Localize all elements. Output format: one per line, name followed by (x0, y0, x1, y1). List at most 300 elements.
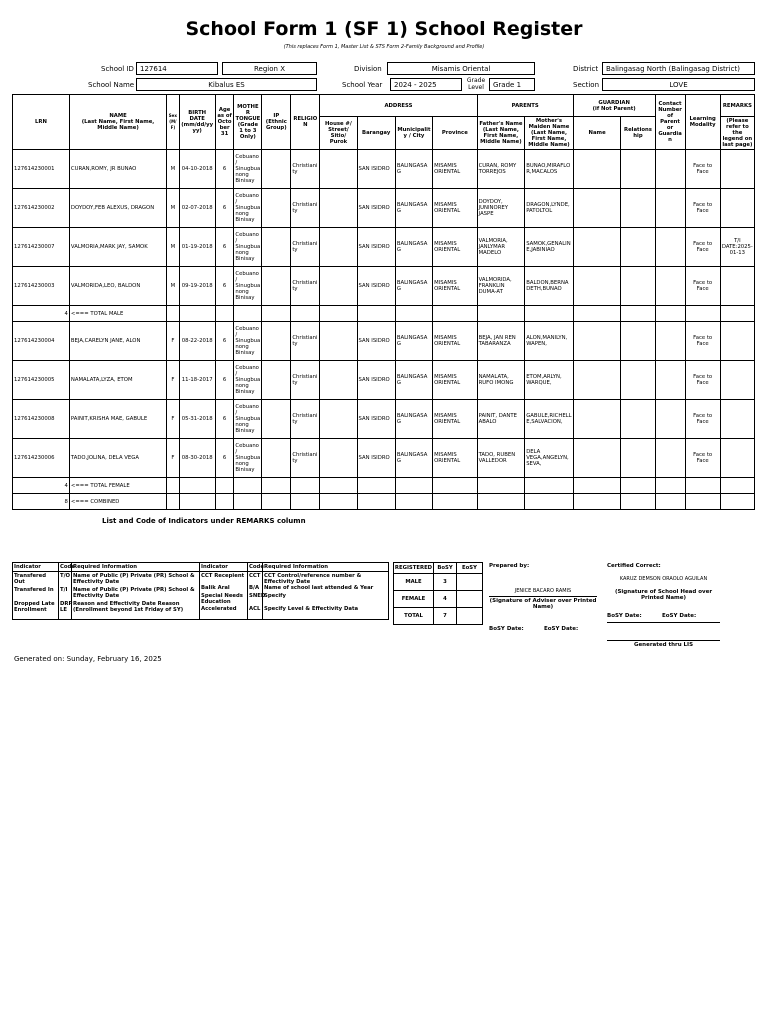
head-eosy-date: EoSY Date: (662, 613, 697, 619)
empty-cell (357, 478, 395, 494)
cell-sex: M (167, 228, 179, 267)
cell-ip (262, 361, 291, 400)
table-row (13, 400, 755, 439)
head-date-line (607, 622, 720, 623)
cell-remarks: T/I DATE:2025-01-13 (720, 228, 754, 267)
cell-age: 6 (215, 189, 234, 228)
stats-male-eosy (457, 574, 483, 591)
cell-relationship (621, 322, 655, 361)
cell-relationship (621, 228, 655, 267)
cell-age: 6 (215, 322, 234, 361)
cell-contact (655, 150, 685, 189)
stats-male-label: MALE (394, 574, 434, 591)
cell-municipality: BALINGASAG (395, 150, 432, 189)
cell-ip (262, 439, 291, 478)
cell-age: 6 (215, 361, 234, 400)
empty-cell (685, 478, 720, 494)
cell-remarks (720, 361, 754, 400)
cell-guardian-name (573, 189, 621, 228)
cell-lrn: 127614230006 (13, 439, 70, 478)
cell-province: MISAMIS ORIENTAL (433, 228, 478, 267)
cell-name: DOYDOY,FEB ALEXUS, DRAGON (69, 189, 166, 228)
total-female-row (13, 478, 755, 494)
section-label: Section (573, 81, 600, 89)
col-age: Age as of October 31 (215, 95, 234, 150)
cell-mother-tongue: Cebuano / Sinugbuanong Binisay (234, 150, 262, 189)
col-ip: IP (Ethnic Group) (262, 95, 291, 150)
cell-municipality: BALINGASAG (395, 361, 432, 400)
empty-cell (291, 478, 320, 494)
cell-name: BEJA,CARELYN JANE, ALON (69, 322, 166, 361)
cell-father: DOYDOY, JUNINOREY JASPE (477, 189, 525, 228)
cell-contact (655, 361, 685, 400)
total-male-row (13, 306, 755, 322)
empty-cell (262, 494, 291, 510)
empty-cell (573, 494, 621, 510)
cell-relationship (621, 361, 655, 400)
cell-guardian-name (573, 361, 621, 400)
cell-province: MISAMIS ORIENTAL (433, 361, 478, 400)
col-guardian-name: Name (573, 117, 621, 150)
table-row (13, 361, 755, 400)
cell-barangay: SAN ISIDRO (357, 322, 395, 361)
cell-mother-tongue: Cebuano / Sinugbuanong Binisay (234, 189, 262, 228)
empty-cell (179, 306, 215, 322)
empty-cell (477, 306, 525, 322)
cell-ip (262, 400, 291, 439)
legend-code-header: Code (60, 564, 75, 570)
cell-barangay: SAN ISIDRO (357, 439, 395, 478)
cell-house (320, 150, 357, 189)
cell-lrn: 127614230005 (13, 361, 70, 400)
cell-mother-tongue: Cebuano / Sinugbuanong Binisay (234, 228, 262, 267)
cell-province: MISAMIS ORIENTAL (433, 150, 478, 189)
col-house: House #/ Street/ Sitio/ Purok (320, 117, 357, 150)
cell-learning-modality: Face to Face (685, 189, 720, 228)
cell-sex: F (167, 400, 179, 439)
grade-level-label: Grade Level (466, 77, 486, 91)
empty-cell (685, 306, 720, 322)
cell-house (320, 228, 357, 267)
cell-mother-tongue: Cebuano / Sinugbuanong Binisay (234, 439, 262, 478)
cell-father: CURAN, ROMY TORREJOS (477, 150, 525, 189)
cell-father: TADO, RUBEN VALLEDOR (477, 439, 525, 478)
cell-remarks (720, 267, 754, 306)
school-head-caption: (Signature of School Head over Printed Name) (614, 589, 713, 601)
cell-father: NAMALATA, RUFO IMONG (477, 361, 525, 400)
empty-cell (262, 478, 291, 494)
cell-name: NAMALATA,LYZA, ETOM (69, 361, 166, 400)
legend-right-codes: CCT B/A SNED ACL (248, 572, 263, 620)
empty-cell (167, 478, 179, 494)
cell-remarks (720, 322, 754, 361)
cell-province: MISAMIS ORIENTAL (433, 267, 478, 306)
cell-mother-tongue: Cebuano / Sinugbuanong Binisay (234, 267, 262, 306)
cell-name: VALMORIA,MARK JAY, SAMOK (69, 228, 166, 267)
legend-indicator-header: Indicator (13, 563, 59, 572)
cell-municipality: BALINGASAG (395, 322, 432, 361)
empty-cell (179, 494, 215, 510)
empty-cell (395, 306, 432, 322)
stats-male-bosy: 3 (434, 574, 457, 591)
cell-birth-date: 08-30-2018 (179, 439, 215, 478)
cell-mother-tongue: Cebuano / Sinugbuanong Binisay (234, 400, 262, 439)
cell-sex: M (167, 150, 179, 189)
cell-remarks (720, 400, 754, 439)
total-male-row-count: 4 (13, 306, 70, 322)
empty-cell (320, 494, 357, 510)
cell-province: MISAMIS ORIENTAL (433, 322, 478, 361)
empty-cell (215, 478, 234, 494)
cell-age: 6 (215, 150, 234, 189)
cell-religion: Christianity (291, 400, 320, 439)
stats-total-bosy: 7 (434, 608, 457, 625)
cell-age: 6 (215, 267, 234, 306)
cell-learning-modality: Face to Face (685, 361, 720, 400)
cell-contact (655, 400, 685, 439)
legend-required-header: Required Information (72, 563, 200, 572)
cell-barangay: SAN ISIDRO (357, 267, 395, 306)
col-religion: RELIGION (291, 95, 320, 150)
cell-guardian-name (573, 439, 621, 478)
cell-guardian-name (573, 400, 621, 439)
cell-guardian-name (573, 322, 621, 361)
col-parents: PARENTS (477, 95, 573, 117)
total-female-row-label: <=== TOTAL FEMALE (69, 478, 166, 494)
legend-right-indicators: CCT Recepient Balik Aral Special Needs Education Accelerated (200, 572, 248, 620)
legend-caption: List and Code of Indicators under REMARKS column (102, 517, 306, 525)
empty-cell (167, 306, 179, 322)
empty-cell (573, 478, 621, 494)
school-id-label: School ID (101, 65, 134, 73)
cell-lrn: 127614230007 (13, 228, 70, 267)
cell-lrn: 127614230003 (13, 267, 70, 306)
generated-on: Generated on: Sunday, February 16, 2025 (14, 655, 162, 663)
cell-religion: Christianity (291, 267, 320, 306)
school-name-field: Kibalus ES (136, 78, 317, 91)
empty-cell (320, 306, 357, 322)
cell-mother: DELA VEGA,ANGELYN,SEVA, (525, 439, 574, 478)
cell-house (320, 439, 357, 478)
cell-learning-modality: Face to Face (685, 439, 720, 478)
cell-house (320, 361, 357, 400)
empty-cell (477, 478, 525, 494)
cell-father: PAINIT, DANTE ABALO (477, 400, 525, 439)
cell-lrn: 127614230001 (13, 150, 70, 189)
empty-cell (477, 494, 525, 510)
cell-sex: F (167, 361, 179, 400)
cell-relationship (621, 150, 655, 189)
table-row (13, 267, 755, 306)
empty-cell (215, 494, 234, 510)
adviser-name: JENICE BACARO RAMIS (514, 588, 572, 594)
empty-cell (395, 478, 432, 494)
cell-mother: BALDON,BERNADETH,BUNAO (525, 267, 574, 306)
combined-row-label: <=== COMBINED (69, 494, 166, 510)
empty-cell (433, 494, 478, 510)
cell-birth-date: 01-19-2018 (179, 228, 215, 267)
empty-cell (621, 494, 655, 510)
cell-religion: Christianity (291, 361, 320, 400)
table-row (13, 150, 755, 189)
division-field: Misamis Oriental (387, 62, 535, 75)
cell-mother: BUNAO,MIRAFLOR,MACALOS (525, 150, 574, 189)
table-row (13, 228, 755, 267)
combined-row-count: 8 (13, 494, 70, 510)
empty-cell (573, 306, 621, 322)
cell-mother: ALON,MANILYN,WAPEN, (525, 322, 574, 361)
cell-contact (655, 439, 685, 478)
col-relationship: Relationship (621, 117, 655, 150)
empty-cell (320, 478, 357, 494)
empty-cell (234, 306, 262, 322)
empty-cell (720, 494, 754, 510)
cell-learning-modality: Face to Face (685, 322, 720, 361)
col-mother: Mother's Maiden Name (Last Name, First Name, Middle Name) (525, 117, 574, 150)
school-year-label: School Year (342, 81, 383, 89)
cell-learning-modality: Face to Face (685, 400, 720, 439)
cell-father: VALMORIDA, FRANKLIN DUMA-AT (477, 267, 525, 306)
empty-cell (655, 494, 685, 510)
division-label: Division (354, 65, 382, 73)
cell-remarks (720, 439, 754, 478)
cell-province: MISAMIS ORIENTAL (433, 439, 478, 478)
cell-age: 6 (215, 400, 234, 439)
cell-birth-date: 05-31-2018 (179, 400, 215, 439)
col-contact: Contact Number of Parent or Guardian (655, 95, 685, 150)
empty-cell (433, 478, 478, 494)
empty-cell (291, 306, 320, 322)
cell-name: CURAN,ROMY, JR BUNAO (69, 150, 166, 189)
stats-eosy-header: EoSY (457, 563, 483, 574)
legend-required-header: Required Information (263, 563, 389, 572)
empty-cell (433, 306, 478, 322)
cell-sex: F (167, 322, 179, 361)
cell-lrn: 127614230004 (13, 322, 70, 361)
cell-relationship (621, 189, 655, 228)
cell-learning-modality: Face to Face (685, 267, 720, 306)
empty-cell (621, 306, 655, 322)
col-address: ADDRESS (320, 95, 477, 117)
adviser-caption: (Signature of Adviser over Printed Name) (489, 598, 597, 610)
school-name-label: School Name (88, 81, 135, 89)
adviser-bosy-date: BoSY Date: (489, 626, 524, 632)
cell-house (320, 400, 357, 439)
stats-female-label: FEMALE (394, 591, 434, 608)
cell-ip (262, 189, 291, 228)
legend-indicator-header: Indicator (200, 563, 248, 572)
prepared-by-label: Prepared by: (489, 563, 530, 569)
cell-mother: SAMOK,GENALINE,JABINIAO (525, 228, 574, 267)
cell-age: 6 (215, 228, 234, 267)
cell-birth-date: 08-22-2018 (179, 322, 215, 361)
col-lrn: LRN (13, 95, 70, 150)
cell-religion: Christianity (291, 228, 320, 267)
table-row (13, 439, 755, 478)
cell-barangay: SAN ISIDRO (357, 400, 395, 439)
cell-remarks (720, 189, 754, 228)
district-label: District (573, 65, 599, 73)
table-row (13, 322, 755, 361)
form-title: School Form 1 (SF 1) School Register (185, 18, 583, 40)
cell-municipality: BALINGASAG (395, 189, 432, 228)
stats-registered-header: REGISTERED (394, 563, 434, 574)
cell-municipality: BALINGASAG (395, 439, 432, 478)
cell-name: TADO,JOLINA, DELA VEGA (69, 439, 166, 478)
stats-total-label: TOTAL (394, 608, 434, 625)
cell-father: VALMORIA, JANLYMAR MADELO (477, 228, 525, 267)
cell-religion: Christianity (291, 322, 320, 361)
cell-birth-date: 09-19-2018 (179, 267, 215, 306)
col-municipality: Municipality / City (395, 117, 432, 150)
cell-religion: Christianity (291, 189, 320, 228)
cell-sex: M (167, 267, 179, 306)
col-remarks: REMARKS (720, 95, 754, 117)
col-province: Province (433, 117, 478, 150)
total-female-row-count: 4 (13, 478, 70, 494)
cell-sex: M (167, 189, 179, 228)
cell-relationship (621, 439, 655, 478)
col-barangay: Barangay (357, 117, 395, 150)
cell-birth-date: 04-10-2018 (179, 150, 215, 189)
cell-mother-tongue: Cebuano / Sinugbuanong Binisay (234, 361, 262, 400)
cell-house (320, 189, 357, 228)
cell-barangay: SAN ISIDRO (357, 150, 395, 189)
cell-house (320, 267, 357, 306)
form-subtitle: (This replaces Form 1, Master List & STS Form 2-Family Background and Profile) (283, 44, 485, 50)
legend-left-codes: T/O T/I DRP LE (59, 572, 72, 620)
cell-mother: ETOM,ARLYN, WARQUE, (525, 361, 574, 400)
cell-lrn: 127614230002 (13, 189, 70, 228)
cell-age: 6 (215, 439, 234, 478)
school-head-name: KARUZ DEMSON ORAOLO AGUILAN (619, 576, 708, 582)
cell-contact (655, 228, 685, 267)
generated-lis: Generated thru LIS (633, 642, 694, 648)
head-bosy-date: BoSY Date: (607, 613, 642, 619)
total-male-row-label: <=== TOTAL MALE (69, 306, 166, 322)
cell-ip (262, 267, 291, 306)
cell-barangay: SAN ISIDRO (357, 228, 395, 267)
cell-religion: Christianity (291, 150, 320, 189)
empty-cell (621, 478, 655, 494)
indicator-legend (12, 562, 389, 620)
legend-left-info: Name of Public (P) Private (PR) School & Effectivity Date Name of Public (P) Private (PR) School & Effectivity Date Reason and Effectivity Date Reason (Enrollment beyond 1st Friday of SY) (72, 572, 200, 620)
cell-mother: DRAGON,LYNDE,PATOLTOL (525, 189, 574, 228)
cell-learning-modality: Face to Face (685, 228, 720, 267)
cell-relationship (621, 267, 655, 306)
cell-ip (262, 150, 291, 189)
legend-left-indicators: Transfered Out Transfered In Dropped Late Enrollment (13, 572, 59, 620)
cell-municipality: BALINGASAG (395, 228, 432, 267)
cell-name: VALMORIDA,LEO, BALDON (69, 267, 166, 306)
stats-female-eosy (457, 591, 483, 608)
col-mother-tongue: MOTHER TONGUE (Grade 1 to 3 Only) (234, 95, 262, 150)
empty-cell (179, 478, 215, 494)
col-learning-modality: Learning Modality (685, 95, 720, 150)
certified-correct-label: Certified Correct: (607, 563, 661, 569)
cell-contact (655, 322, 685, 361)
cell-learning-modality: Face to Face (685, 150, 720, 189)
col-father: Father's Name (Last Name, First Name, Middle Name) (477, 117, 525, 150)
col-name: NAME (Last Name, First Name, Middle Name) (69, 95, 166, 150)
cell-province: MISAMIS ORIENTAL (433, 400, 478, 439)
empty-cell (234, 478, 262, 494)
col-remarks-sub: (Please refer to the legend on last page) (720, 117, 754, 150)
cell-religion: Christianity (291, 439, 320, 478)
stats-bosy-header: BoSY (434, 563, 457, 574)
empty-cell (685, 494, 720, 510)
cell-contact (655, 189, 685, 228)
stats-total-eosy (457, 608, 483, 625)
section-field: LOVE (602, 78, 755, 91)
empty-cell (525, 494, 574, 510)
lis-line (607, 640, 720, 641)
col-sex: Sex (M/F) (167, 95, 179, 150)
cell-lrn: 127614230008 (13, 400, 70, 439)
empty-cell (291, 494, 320, 510)
col-guardian: GUARDIAN (if Not Parent) (573, 95, 655, 117)
empty-cell (167, 494, 179, 510)
cell-birth-date: 11-18-2017 (179, 361, 215, 400)
cell-barangay: SAN ISIDRO (357, 189, 395, 228)
cell-guardian-name (573, 150, 621, 189)
cell-remarks (720, 150, 754, 189)
register-table (12, 94, 755, 510)
cell-guardian-name (573, 228, 621, 267)
region-field: Region X (222, 62, 317, 75)
cell-municipality: BALINGASAG (395, 267, 432, 306)
adviser-signature-line (489, 596, 597, 597)
registered-stats (393, 562, 483, 625)
empty-cell (720, 306, 754, 322)
cell-municipality: BALINGASAG (395, 400, 432, 439)
cell-ip (262, 322, 291, 361)
cell-relationship (621, 400, 655, 439)
empty-cell (262, 306, 291, 322)
cell-name: PAINIT,KRISHA MAE, GABULE (69, 400, 166, 439)
cell-mother-tongue: Cebuano / Sinugbuanong Binisay (234, 322, 262, 361)
school-year-field: 2024 - 2025 (390, 78, 462, 91)
grade-level-field: Grade 1 (489, 78, 535, 91)
cell-sex: F (167, 439, 179, 478)
cell-barangay: SAN ISIDRO (357, 361, 395, 400)
legend-code-header: Code (249, 564, 264, 570)
empty-cell (234, 494, 262, 510)
empty-cell (655, 478, 685, 494)
legend-right-info: CCT Control/reference number & Effectivity Date Name of school last attended & Year Specify Specify Level & Effectivity Data (263, 572, 389, 620)
empty-cell (525, 306, 574, 322)
empty-cell (215, 306, 234, 322)
cell-mother: GABULE,RICHELLE,SALVACION, (525, 400, 574, 439)
combined-row (13, 494, 755, 510)
empty-cell (357, 494, 395, 510)
col-birth-date: BIRTH DATE (mm/dd/yyyy) (179, 95, 215, 150)
empty-cell (525, 478, 574, 494)
stats-female-bosy: 4 (434, 591, 457, 608)
empty-cell (357, 306, 395, 322)
table-row (13, 189, 755, 228)
district-field: Balingasag North (Balingasag District) (602, 62, 755, 75)
empty-cell (720, 478, 754, 494)
cell-father: BEJA, JAN REN TABARANZA (477, 322, 525, 361)
empty-cell (395, 494, 432, 510)
cell-province: MISAMIS ORIENTAL (433, 189, 478, 228)
cell-guardian-name (573, 267, 621, 306)
cell-contact (655, 267, 685, 306)
empty-cell (655, 306, 685, 322)
adviser-eosy-date: EoSY Date: (544, 626, 579, 632)
cell-birth-date: 02-07-2018 (179, 189, 215, 228)
